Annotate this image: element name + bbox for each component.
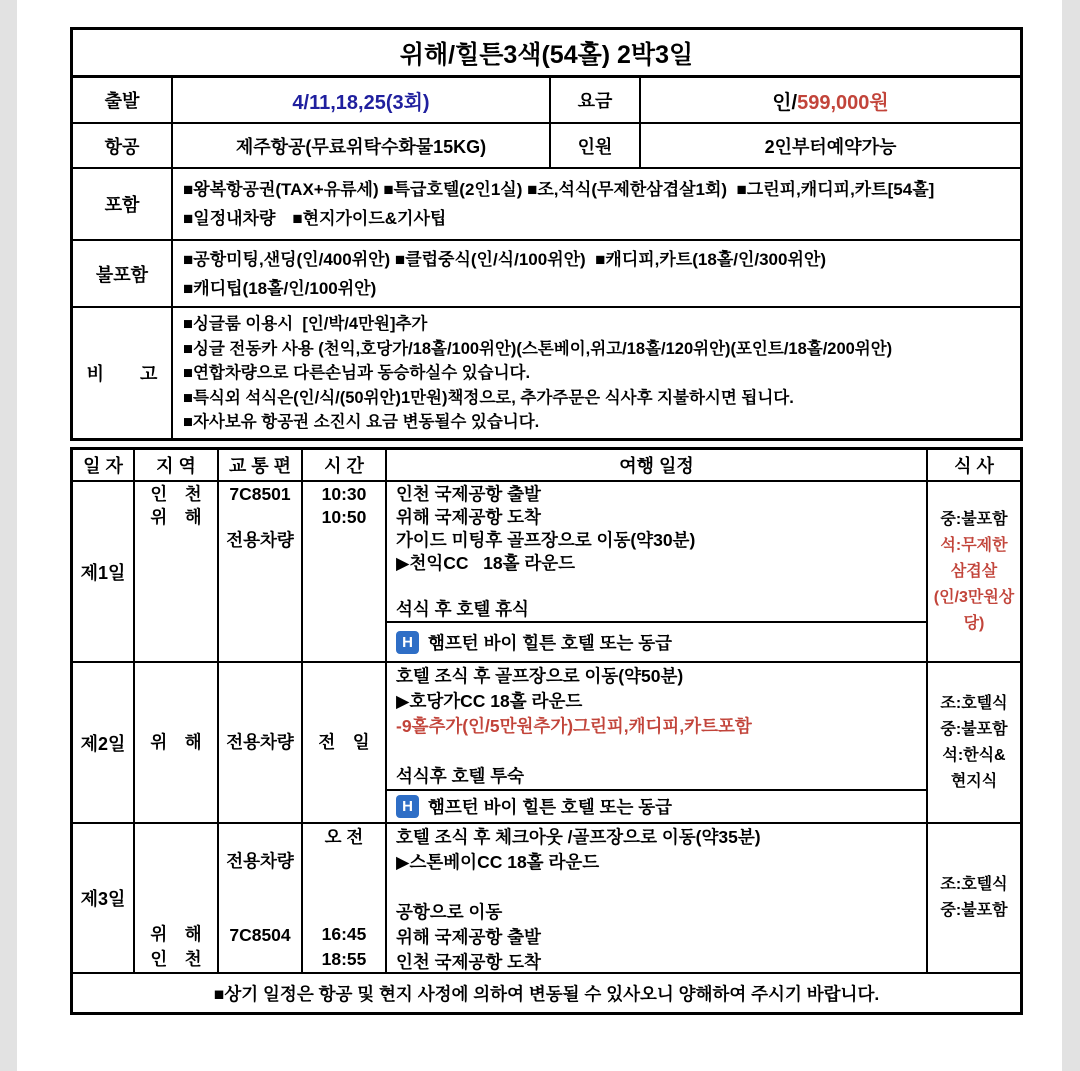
day3-schedule [387,824,928,972]
included-label: 포함 [73,169,173,239]
region-line: 인 천 [150,949,202,969]
remarks-line: ■싱글 전동카 사용 (천익,호당가/18홀/100위안)(스톤베이,위고/18홀/120위안)(포인트/18홀/200위안) [183,339,893,358]
hilton-logo-icon: H [396,631,419,654]
meal-line: 조:호텔식 [940,876,1008,893]
departure-label: 출발 [73,78,173,122]
schedule-line: 석식 후 호텔 휴식 [396,599,529,619]
schedule-line: 호텔 조식 후 골프장으로 이동(약50분) [396,666,684,686]
header-transport: 교 통 편 [219,450,303,480]
remarks-line: ■싱글룸 이용시 [인/박/4만원]추가 [183,315,428,333]
time-line: 10:50 [321,507,367,527]
fare-prefix: 인/ [772,91,798,114]
header-day: 일 자 [73,450,135,480]
included-line: ■왕복항공권(TAX+유류세) ■특급호텔(2인1실) ■조,석식(무제한삼겹살1회) ■그린피,캐디피,카트[54홀] [183,180,935,199]
day3-schedule-main [387,824,926,972]
transport-line: 7C8504 [229,924,291,945]
day3-time [303,824,387,972]
day1-transport [219,482,303,661]
schedule-line: 인천 국제공항 출발 [396,484,541,504]
transport-line: 전용차량 [226,530,294,550]
header-time: 시 간 [303,450,387,480]
remarks-label: 비 고 [73,308,173,439]
transport-line: 전용차량 [226,851,294,872]
itinerary-header [73,450,1020,482]
meal-line: 조:호텔식 [940,694,1008,712]
remarks-row [73,308,1020,438]
included-line: ■일정내차량 ■현지가이드&기사팁 [183,209,447,228]
included-content [173,169,1020,239]
day2-region [135,663,219,822]
meal-line: 석:한식& [942,746,1006,764]
schedule-line [396,875,926,900]
fare-amount: 599,000원 [797,91,889,114]
schedule-line: ▶스톤베이CC 18홀 라운드 [396,852,600,872]
schedule-line: 석식후 호텔 투숙 [396,766,525,786]
meal-line: 중:불포함 [940,902,1008,919]
notice-footer: ■상기 일정은 항공 및 현지 사정에 의하여 변동될 수 있사오니 양해하여 주시기 바랍니다. [213,983,880,1004]
hilton-logo-icon: H [396,795,419,818]
day3-row [73,824,1020,974]
excluded-content [173,241,1020,307]
airline-label: 항공 [73,124,173,167]
day2-hotel-name: 햄프턴 바이 힐튼 호텔 또는 동급 [428,797,673,817]
day2-meal [928,663,1020,822]
region-line: 인 천 [150,484,202,504]
meal-line: 중:불포함 [940,720,1008,738]
schedule-line: -9홀추가(인/5만원추가)그린피,캐디피,카트포함 [396,716,752,736]
meal-line: (인/3만원상 [933,588,1015,606]
day2-schedule-main [387,663,926,789]
day1-label: 제1일 [73,482,135,661]
meal-line: 삼겹살 [950,562,998,580]
day3-transport [219,824,303,972]
day1-hotel-name: 햄프턴 바이 힐튼 호텔 또는 동급 [428,632,673,653]
included-row [73,169,1020,241]
excluded-label: 불포함 [73,241,173,307]
day3-region [135,824,219,972]
remarks-content [173,308,1020,439]
departure-value: 4/11,18,25(3회) [173,78,551,122]
day3-meal [928,824,1020,972]
day1-schedule [387,482,928,661]
page-title: 위해/힐튼3색(54홀) 2박3일 [73,30,1020,78]
schedule-line: 위해 국제공항 출발 [396,927,541,947]
day2-label: 제2일 [73,663,135,822]
excluded-line: ■캐디팁(18홀/인/100위안) [183,279,377,298]
header-schedule: 여행 일정 [387,450,928,480]
day2-hotel-row [387,789,926,822]
schedule-line: 공항으로 이동 [396,902,503,922]
region-line: 위 해 [150,924,202,944]
day1-time [303,482,387,661]
remarks-line: ■특식외 석식은(인/식/(50위안)1만원)책정으로, 추가주문은 식사후 지불하시면 됩니다. [183,388,794,407]
schedule-line: 위해 국제공항 도착 [396,507,541,527]
pax-label: 인원 [551,124,641,167]
day2-time [303,663,387,822]
day1-hotel-row [387,621,926,661]
meal-line: 현지식 [950,772,998,790]
excluded-row [73,241,1020,308]
schedule-line: ▶천익CC 18홀 라운드 [396,553,576,573]
day2-schedule [387,663,928,822]
left-gutter [0,0,17,1071]
day2-transport [219,663,303,822]
right-gutter [1062,0,1080,1071]
fare-label: 요금 [551,78,641,122]
transport-line: 7C8501 [229,484,291,504]
tour-info-table [70,27,1023,441]
time-line: 18:55 [321,949,367,969]
day1-region [135,482,219,661]
meal-line: 중:불포함 [940,510,1008,528]
schedule-line: 인천 국제공항 도착 [396,952,541,972]
day1-row [73,482,1020,663]
time-line: 전 일 [318,732,370,752]
header-meal: 식 사 [954,456,994,476]
meal-line: 당) [963,614,985,632]
schedule-line: ▶호당가CC 18홀 라운드 [396,691,583,711]
region-line: 위 해 [150,507,202,527]
day3-label: 제3일 [73,824,135,972]
remarks-line: ■연합차량으로 다른손님과 동승하실수 있습니다. [183,364,531,382]
schedule-line: 호텔 조식 후 체크아웃 /골프장으로 이동(약35분) [396,827,761,847]
header-region: 지 역 [135,450,219,480]
time-line: 10:30 [321,484,367,504]
transport-line: 전용차량 [226,732,294,752]
day1-schedule-main [387,482,926,621]
day2-row [73,663,1020,824]
schedule-line [396,575,926,598]
schedule-line: 가이드 미팅후 골프장으로 이동(약30분) [396,530,696,550]
time-line: 오 전 [324,827,364,847]
region-line: 위 해 [150,732,202,752]
airline-pax-row [73,124,1020,169]
fare-value [641,78,1020,122]
schedule-line [396,739,926,764]
time-line: 16:45 [321,924,367,944]
departure-fare-row [73,78,1020,124]
airline-value: 제주항공(무료위탁수화물15KG) [173,124,551,167]
day1-meal [928,482,1020,661]
excluded-line: ■공항미팅,샌딩(인/400위안) ■클럽중식(인/식/100위안) ■캐디피,카트(18홀/인/300위안) [183,250,826,269]
meal-line: 석:무제한 [940,536,1008,554]
itinerary-table [70,447,1023,1015]
pax-value: 2인부터예약가능 [764,136,897,157]
remarks-line: ■자사보유 항공권 소진시 요금 변동될수 있습니다. [183,413,540,431]
